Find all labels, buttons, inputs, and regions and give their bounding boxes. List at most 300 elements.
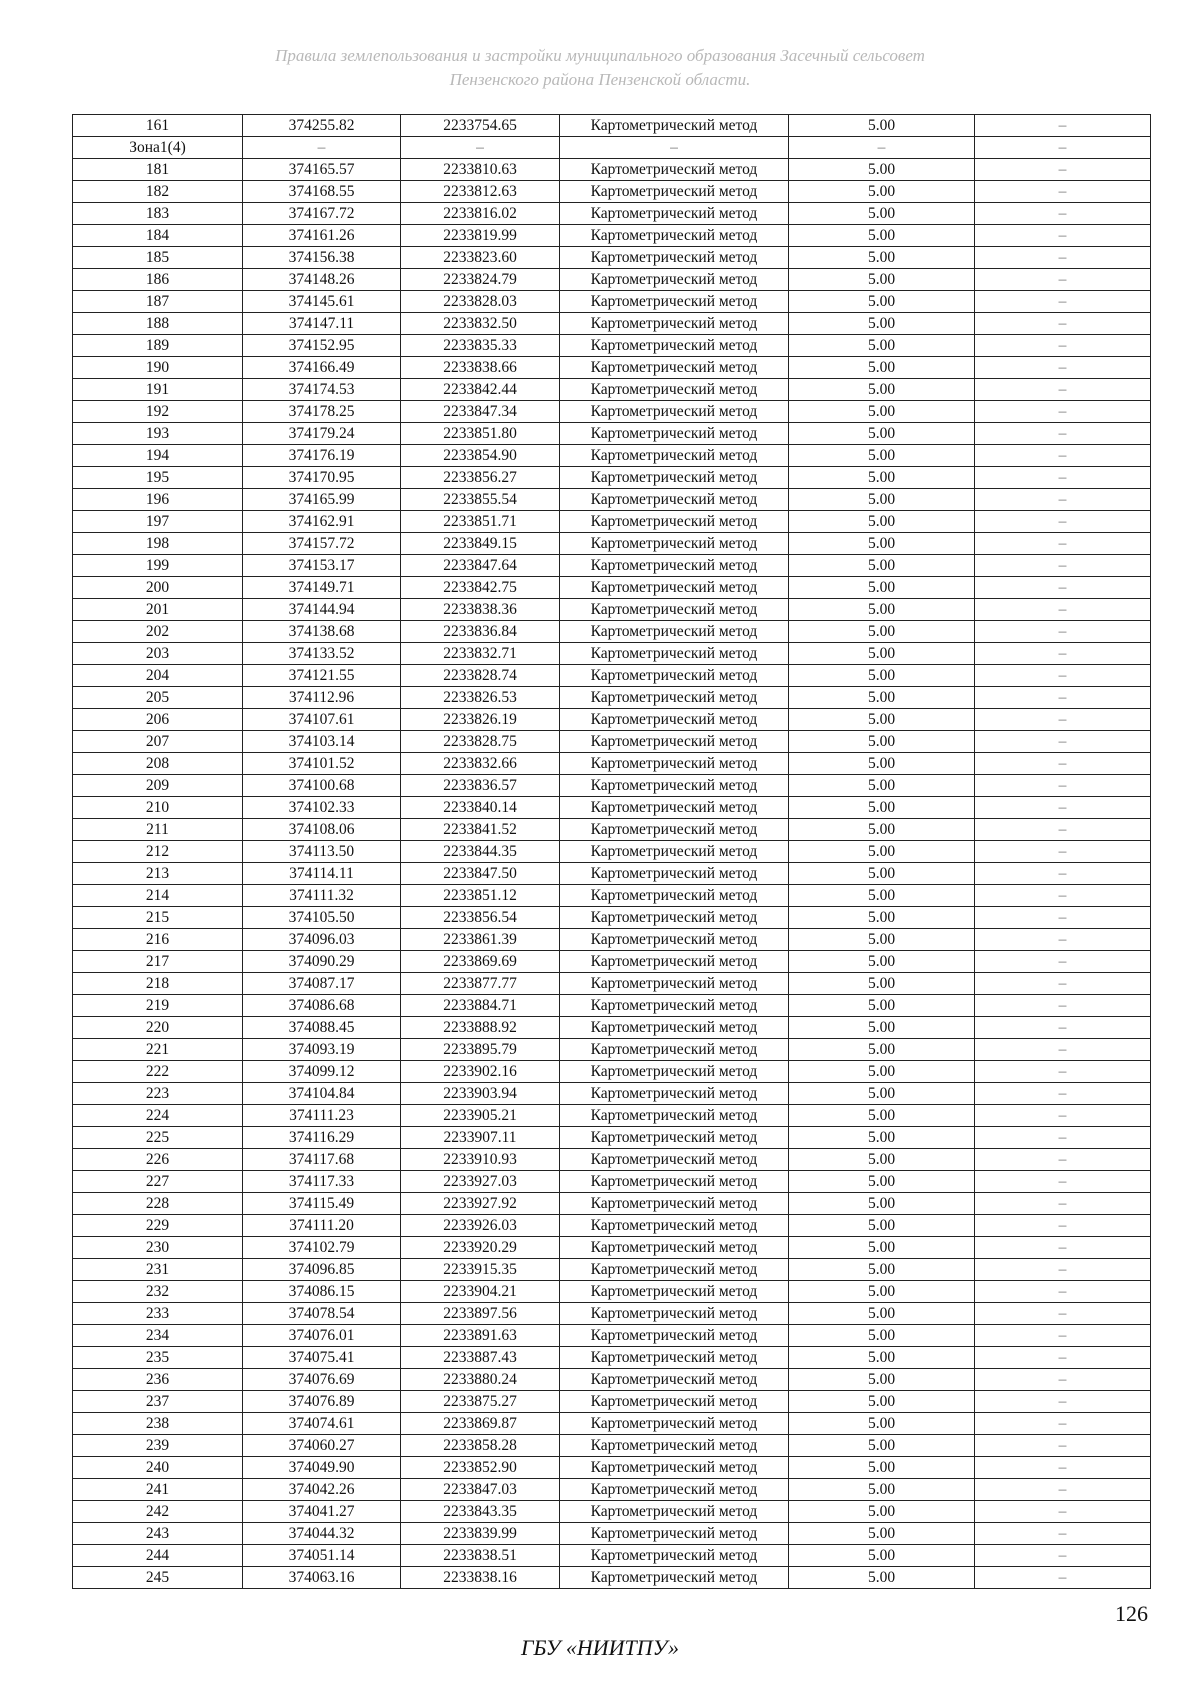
cell-accuracy: 5.00 <box>789 1215 975 1237</box>
cell-note: – <box>975 1017 1151 1039</box>
cell-y-coordinate: 2233816.02 <box>401 203 560 225</box>
cell-y-coordinate: 2233877.77 <box>401 973 560 995</box>
cell-method: Картометрический метод <box>560 1325 789 1347</box>
cell-y-coordinate: 2233812.63 <box>401 181 560 203</box>
table-row <box>73 1391 1151 1413</box>
cell-x-coordinate: 374152.95 <box>243 335 401 357</box>
cell-note: – <box>975 731 1151 753</box>
cell-point-number: 232 <box>73 1281 243 1303</box>
cell-method: Картометрический метод <box>560 885 789 907</box>
cell-x-coordinate: 374086.68 <box>243 995 401 1017</box>
cell-point-number: 200 <box>73 577 243 599</box>
cell-method: Картометрический метод <box>560 423 789 445</box>
table-row <box>73 1259 1151 1281</box>
cell-point-number: 244 <box>73 1545 243 1567</box>
cell-y-coordinate: 2233869.69 <box>401 951 560 973</box>
cell-accuracy: 5.00 <box>789 1501 975 1523</box>
cell-x-coordinate: 374115.49 <box>243 1193 401 1215</box>
table-row <box>73 929 1151 951</box>
cell-x-coordinate: 374105.50 <box>243 907 401 929</box>
table-row <box>73 1479 1151 1501</box>
cell-accuracy: 5.00 <box>789 973 975 995</box>
cell-note: – <box>975 1281 1151 1303</box>
cell-y-coordinate: 2233826.19 <box>401 709 560 731</box>
cell-accuracy: 5.00 <box>789 159 975 181</box>
cell-note: – <box>975 1501 1151 1523</box>
cell-accuracy: 5.00 <box>789 291 975 313</box>
cell-point-number: 183 <box>73 203 243 225</box>
table-row <box>73 247 1151 269</box>
cell-y-coordinate: 2233849.15 <box>401 533 560 555</box>
cell-accuracy: 5.00 <box>789 951 975 973</box>
cell-x-coordinate: 374179.24 <box>243 423 401 445</box>
cell-y-coordinate: 2233847.03 <box>401 1479 560 1501</box>
cell-note: – <box>975 1105 1151 1127</box>
cell-y-coordinate: 2233910.93 <box>401 1149 560 1171</box>
cell-method: Картометрический метод <box>560 1149 789 1171</box>
cell-x-coordinate: 374117.33 <box>243 1171 401 1193</box>
cell-point-number: Зона1(4) <box>73 137 243 159</box>
cell-method: Картометрический метод <box>560 1303 789 1325</box>
cell-y-coordinate: 2233832.66 <box>401 753 560 775</box>
cell-method: Картометрический метод <box>560 1369 789 1391</box>
cell-y-coordinate: 2233907.11 <box>401 1127 560 1149</box>
cell-point-number: 216 <box>73 929 243 951</box>
cell-y-coordinate: 2233895.79 <box>401 1039 560 1061</box>
cell-x-coordinate: 374147.11 <box>243 313 401 335</box>
cell-note: – <box>975 621 1151 643</box>
cell-accuracy: 5.00 <box>789 1347 975 1369</box>
cell-method: Картометрический метод <box>560 1171 789 1193</box>
table-row <box>73 665 1151 687</box>
cell-x-coordinate: 374157.72 <box>243 533 401 555</box>
cell-note: – <box>975 1523 1151 1545</box>
cell-note: – <box>975 885 1151 907</box>
cell-method: Картометрический метод <box>560 225 789 247</box>
cell-accuracy: 5.00 <box>789 1171 975 1193</box>
cell-point-number: 235 <box>73 1347 243 1369</box>
table-row <box>73 753 1151 775</box>
cell-method: Картометрический метод <box>560 687 789 709</box>
table-row <box>73 1413 1151 1435</box>
cell-method: Картометрический метод <box>560 1193 789 1215</box>
table-row <box>73 1281 1151 1303</box>
cell-x-coordinate: 374167.72 <box>243 203 401 225</box>
cell-accuracy: 5.00 <box>789 577 975 599</box>
cell-method: Картометрический метод <box>560 203 789 225</box>
cell-accuracy: 5.00 <box>789 1545 975 1567</box>
cell-y-coordinate: 2233852.90 <box>401 1457 560 1479</box>
cell-point-number: 182 <box>73 181 243 203</box>
cell-accuracy: 5.00 <box>789 335 975 357</box>
table-row <box>73 863 1151 885</box>
cell-accuracy: 5.00 <box>789 1457 975 1479</box>
cell-note: – <box>975 797 1151 819</box>
cell-point-number: 205 <box>73 687 243 709</box>
cell-x-coordinate: 374107.61 <box>243 709 401 731</box>
document-header <box>0 44 1200 92</box>
cell-y-coordinate: 2233858.28 <box>401 1435 560 1457</box>
cell-note: – <box>975 643 1151 665</box>
table-row <box>73 489 1151 511</box>
table-row <box>73 1347 1151 1369</box>
cell-point-number: 203 <box>73 643 243 665</box>
cell-y-coordinate: 2233926.03 <box>401 1215 560 1237</box>
cell-x-coordinate: 374113.50 <box>243 841 401 863</box>
cell-method: Картометрический метод <box>560 731 789 753</box>
cell-note: – <box>975 819 1151 841</box>
cell-x-coordinate: 374060.27 <box>243 1435 401 1457</box>
cell-x-coordinate: 374166.49 <box>243 357 401 379</box>
table-row <box>73 1567 1151 1589</box>
cell-y-coordinate: 2233843.35 <box>401 1501 560 1523</box>
cell-y-coordinate: 2233832.50 <box>401 313 560 335</box>
cell-y-coordinate: 2233828.75 <box>401 731 560 753</box>
cell-x-coordinate: 374114.11 <box>243 863 401 885</box>
cell-y-coordinate: 2233856.54 <box>401 907 560 929</box>
cell-note: – <box>975 1149 1151 1171</box>
cell-y-coordinate: 2233920.29 <box>401 1237 560 1259</box>
cell-point-number: 196 <box>73 489 243 511</box>
cell-point-number: 245 <box>73 1567 243 1589</box>
cell-accuracy: 5.00 <box>789 1017 975 1039</box>
cell-x-coordinate: 374165.57 <box>243 159 401 181</box>
table-row <box>73 1171 1151 1193</box>
cell-x-coordinate: 374041.27 <box>243 1501 401 1523</box>
cell-y-coordinate: 2233851.12 <box>401 885 560 907</box>
cell-y-coordinate: 2233915.35 <box>401 1259 560 1281</box>
table-row <box>73 621 1151 643</box>
cell-point-number: 240 <box>73 1457 243 1479</box>
cell-point-number: 190 <box>73 357 243 379</box>
cell-method: Картометрический метод <box>560 907 789 929</box>
cell-x-coordinate: 374145.61 <box>243 291 401 313</box>
cell-note: – <box>975 1061 1151 1083</box>
cell-accuracy: 5.00 <box>789 511 975 533</box>
cell-accuracy: 5.00 <box>789 533 975 555</box>
header-line-1: Правила землепользования и застройки муниципального образования Засечный сельсовет <box>275 46 925 65</box>
cell-note: – <box>975 379 1151 401</box>
cell-accuracy: 5.00 <box>789 841 975 863</box>
cell-y-coordinate: 2233819.99 <box>401 225 560 247</box>
cell-note: – <box>975 951 1151 973</box>
cell-note: – <box>975 1435 1151 1457</box>
cell-y-coordinate: 2233840.14 <box>401 797 560 819</box>
cell-note: – <box>975 225 1151 247</box>
cell-x-coordinate: 374178.25 <box>243 401 401 423</box>
table-row <box>73 1457 1151 1479</box>
cell-method: Картометрический метод <box>560 929 789 951</box>
cell-y-coordinate: 2233847.50 <box>401 863 560 885</box>
coordinates-table <box>72 114 1151 1589</box>
cell-accuracy: 5.00 <box>789 1105 975 1127</box>
cell-method: Картометрический метод <box>560 247 789 269</box>
cell-note: – <box>975 115 1151 137</box>
cell-method: Картометрический метод <box>560 1479 789 1501</box>
cell-method: Картометрический метод <box>560 1105 789 1127</box>
table-row <box>73 511 1151 533</box>
cell-x-coordinate: 374042.26 <box>243 1479 401 1501</box>
cell-point-number: 230 <box>73 1237 243 1259</box>
cell-point-number: 195 <box>73 467 243 489</box>
cell-x-coordinate: 374074.61 <box>243 1413 401 1435</box>
cell-note: – <box>975 1083 1151 1105</box>
cell-x-coordinate: 374103.14 <box>243 731 401 753</box>
cell-accuracy: 5.00 <box>789 423 975 445</box>
cell-x-coordinate: 374090.29 <box>243 951 401 973</box>
cell-y-coordinate: 2233888.92 <box>401 1017 560 1039</box>
cell-point-number: 242 <box>73 1501 243 1523</box>
table-row <box>73 335 1151 357</box>
cell-point-number: 206 <box>73 709 243 731</box>
cell-method: Картометрический метод <box>560 1061 789 1083</box>
table-row <box>73 225 1151 247</box>
cell-note: – <box>975 1545 1151 1567</box>
table-row <box>73 1325 1151 1347</box>
cell-note: – <box>975 841 1151 863</box>
cell-note: – <box>975 577 1151 599</box>
cell-point-number: 212 <box>73 841 243 863</box>
cell-y-coordinate: 2233861.39 <box>401 929 560 951</box>
cell-point-number: 233 <box>73 1303 243 1325</box>
cell-accuracy: – <box>789 137 975 159</box>
cell-y-coordinate: 2233824.79 <box>401 269 560 291</box>
cell-note: – <box>975 137 1151 159</box>
cell-point-number: 202 <box>73 621 243 643</box>
cell-accuracy: 5.00 <box>789 269 975 291</box>
cell-method: Картометрический метод <box>560 445 789 467</box>
cell-point-number: 236 <box>73 1369 243 1391</box>
cell-point-number: 214 <box>73 885 243 907</box>
table-row <box>73 775 1151 797</box>
cell-point-number: 186 <box>73 269 243 291</box>
cell-method: Картометрический метод <box>560 1017 789 1039</box>
cell-accuracy: 5.00 <box>789 1435 975 1457</box>
cell-note: – <box>975 1413 1151 1435</box>
cell-x-coordinate: 374162.91 <box>243 511 401 533</box>
cell-method: Картометрический метод <box>560 379 789 401</box>
table-row <box>73 1545 1151 1567</box>
cell-x-coordinate: 374144.94 <box>243 599 401 621</box>
cell-y-coordinate: 2233754.65 <box>401 115 560 137</box>
cell-point-number: 243 <box>73 1523 243 1545</box>
cell-method: Картометрический метод <box>560 819 789 841</box>
cell-note: – <box>975 489 1151 511</box>
cell-x-coordinate: 374108.06 <box>243 819 401 841</box>
cell-accuracy: 5.00 <box>789 1325 975 1347</box>
cell-accuracy: 5.00 <box>789 709 975 731</box>
cell-note: – <box>975 973 1151 995</box>
cell-point-number: 231 <box>73 1259 243 1281</box>
cell-y-coordinate: 2233887.43 <box>401 1347 560 1369</box>
cell-y-coordinate: 2233851.71 <box>401 511 560 533</box>
cell-x-coordinate: 374101.52 <box>243 753 401 775</box>
cell-accuracy: 5.00 <box>789 819 975 841</box>
cell-point-number: 187 <box>73 291 243 313</box>
cell-x-coordinate: 374170.95 <box>243 467 401 489</box>
cell-note: – <box>975 995 1151 1017</box>
table-row <box>73 1501 1151 1523</box>
cell-accuracy: 5.00 <box>789 1479 975 1501</box>
cell-y-coordinate: 2233905.21 <box>401 1105 560 1127</box>
cell-accuracy: 5.00 <box>789 1567 975 1589</box>
cell-point-number: 161 <box>73 115 243 137</box>
cell-accuracy: 5.00 <box>789 907 975 929</box>
cell-x-coordinate: – <box>243 137 401 159</box>
cell-point-number: 208 <box>73 753 243 775</box>
cell-point-number: 226 <box>73 1149 243 1171</box>
cell-y-coordinate: 2233927.92 <box>401 1193 560 1215</box>
cell-x-coordinate: 374148.26 <box>243 269 401 291</box>
cell-x-coordinate: 374075.41 <box>243 1347 401 1369</box>
cell-method: Картометрический метод <box>560 643 789 665</box>
cell-y-coordinate: 2233854.90 <box>401 445 560 467</box>
cell-method: Картометрический метод <box>560 115 789 137</box>
cell-y-coordinate: 2233884.71 <box>401 995 560 1017</box>
cell-method: Картометрический метод <box>560 1391 789 1413</box>
cell-x-coordinate: 374093.19 <box>243 1039 401 1061</box>
cell-accuracy: 5.00 <box>789 247 975 269</box>
cell-method: Картометрический метод <box>560 841 789 863</box>
cell-method: Картометрический метод <box>560 1545 789 1567</box>
cell-y-coordinate: 2233828.03 <box>401 291 560 313</box>
cell-accuracy: 5.00 <box>789 1303 975 1325</box>
cell-accuracy: 5.00 <box>789 687 975 709</box>
table-row <box>73 467 1151 489</box>
cell-y-coordinate: 2233826.53 <box>401 687 560 709</box>
cell-method: Картометрический метод <box>560 1501 789 1523</box>
cell-method: Картометрический метод <box>560 1237 789 1259</box>
table-row <box>73 313 1151 335</box>
cell-note: – <box>975 929 1151 951</box>
cell-method: Картометрический метод <box>560 973 789 995</box>
cell-x-coordinate: 374168.55 <box>243 181 401 203</box>
cell-point-number: 207 <box>73 731 243 753</box>
cell-x-coordinate: 374174.53 <box>243 379 401 401</box>
cell-note: – <box>975 467 1151 489</box>
cell-accuracy: 5.00 <box>789 1523 975 1545</box>
cell-method: Картометрический метод <box>560 1347 789 1369</box>
cell-method: Картометрический метод <box>560 555 789 577</box>
cell-note: – <box>975 1457 1151 1479</box>
cell-accuracy: 5.00 <box>789 445 975 467</box>
cell-method: Картометрический метод <box>560 951 789 973</box>
cell-y-coordinate: 2233838.16 <box>401 1567 560 1589</box>
cell-point-number: 229 <box>73 1215 243 1237</box>
cell-x-coordinate: 374099.12 <box>243 1061 401 1083</box>
cell-x-coordinate: 374086.15 <box>243 1281 401 1303</box>
cell-method: Картометрический метод <box>560 401 789 423</box>
table-row <box>73 1127 1151 1149</box>
cell-note: – <box>975 753 1151 775</box>
cell-y-coordinate: 2233891.63 <box>401 1325 560 1347</box>
cell-x-coordinate: 374153.17 <box>243 555 401 577</box>
cell-note: – <box>975 1259 1151 1281</box>
cell-note: – <box>975 423 1151 445</box>
cell-point-number: 213 <box>73 863 243 885</box>
cell-accuracy: 5.00 <box>789 1149 975 1171</box>
table-row <box>73 1237 1151 1259</box>
cell-x-coordinate: 374111.20 <box>243 1215 401 1237</box>
cell-note: – <box>975 335 1151 357</box>
table-row <box>73 907 1151 929</box>
cell-x-coordinate: 374049.90 <box>243 1457 401 1479</box>
cell-accuracy: 5.00 <box>789 203 975 225</box>
cell-y-coordinate: 2233903.94 <box>401 1083 560 1105</box>
cell-y-coordinate: 2233880.24 <box>401 1369 560 1391</box>
cell-x-coordinate: 374088.45 <box>243 1017 401 1039</box>
cell-note: – <box>975 1039 1151 1061</box>
table-row <box>73 423 1151 445</box>
cell-y-coordinate: 2233869.87 <box>401 1413 560 1435</box>
cell-method: Картометрический метод <box>560 1259 789 1281</box>
cell-accuracy: 5.00 <box>789 225 975 247</box>
cell-accuracy: 5.00 <box>789 313 975 335</box>
cell-x-coordinate: 374165.99 <box>243 489 401 511</box>
cell-y-coordinate: 2233844.35 <box>401 841 560 863</box>
cell-point-number: 222 <box>73 1061 243 1083</box>
cell-point-number: 223 <box>73 1083 243 1105</box>
cell-accuracy: 5.00 <box>789 467 975 489</box>
cell-accuracy: 5.00 <box>789 357 975 379</box>
cell-method: Картометрический метод <box>560 1567 789 1589</box>
cell-method: Картометрический метод <box>560 1435 789 1457</box>
cell-method: Картометрический метод <box>560 1039 789 1061</box>
table-row <box>73 1193 1151 1215</box>
table-row <box>73 577 1151 599</box>
cell-y-coordinate: 2233810.63 <box>401 159 560 181</box>
cell-point-number: 193 <box>73 423 243 445</box>
cell-point-number: 217 <box>73 951 243 973</box>
cell-accuracy: 5.00 <box>789 929 975 951</box>
cell-method: Картометрический метод <box>560 775 789 797</box>
cell-note: – <box>975 511 1151 533</box>
cell-point-number: 197 <box>73 511 243 533</box>
table-row <box>73 379 1151 401</box>
table-row <box>73 643 1151 665</box>
cell-accuracy: 5.00 <box>789 995 975 1017</box>
cell-x-coordinate: 374102.33 <box>243 797 401 819</box>
cell-point-number: 219 <box>73 995 243 1017</box>
table-row <box>73 1523 1151 1545</box>
cell-point-number: 201 <box>73 599 243 621</box>
cell-accuracy: 5.00 <box>789 863 975 885</box>
cell-x-coordinate: 374111.32 <box>243 885 401 907</box>
cell-accuracy: 5.00 <box>789 1083 975 1105</box>
cell-x-coordinate: 374051.14 <box>243 1545 401 1567</box>
cell-accuracy: 5.00 <box>789 115 975 137</box>
cell-y-coordinate: 2233836.84 <box>401 621 560 643</box>
cell-method: Картометрический метод <box>560 709 789 731</box>
table-row <box>73 533 1151 555</box>
cell-method: Картометрический метод <box>560 797 789 819</box>
cell-point-number: 241 <box>73 1479 243 1501</box>
table-row <box>73 1083 1151 1105</box>
table-row <box>73 203 1151 225</box>
table-row <box>73 291 1151 313</box>
cell-y-coordinate: 2233927.03 <box>401 1171 560 1193</box>
table-row <box>73 1215 1151 1237</box>
cell-point-number: 220 <box>73 1017 243 1039</box>
cell-method: – <box>560 137 789 159</box>
cell-method: Картометрический метод <box>560 335 789 357</box>
cell-point-number: 194 <box>73 445 243 467</box>
cell-note: – <box>975 599 1151 621</box>
cell-x-coordinate: 374255.82 <box>243 115 401 137</box>
cell-y-coordinate: 2233855.54 <box>401 489 560 511</box>
cell-note: – <box>975 401 1151 423</box>
cell-method: Картометрический метод <box>560 357 789 379</box>
